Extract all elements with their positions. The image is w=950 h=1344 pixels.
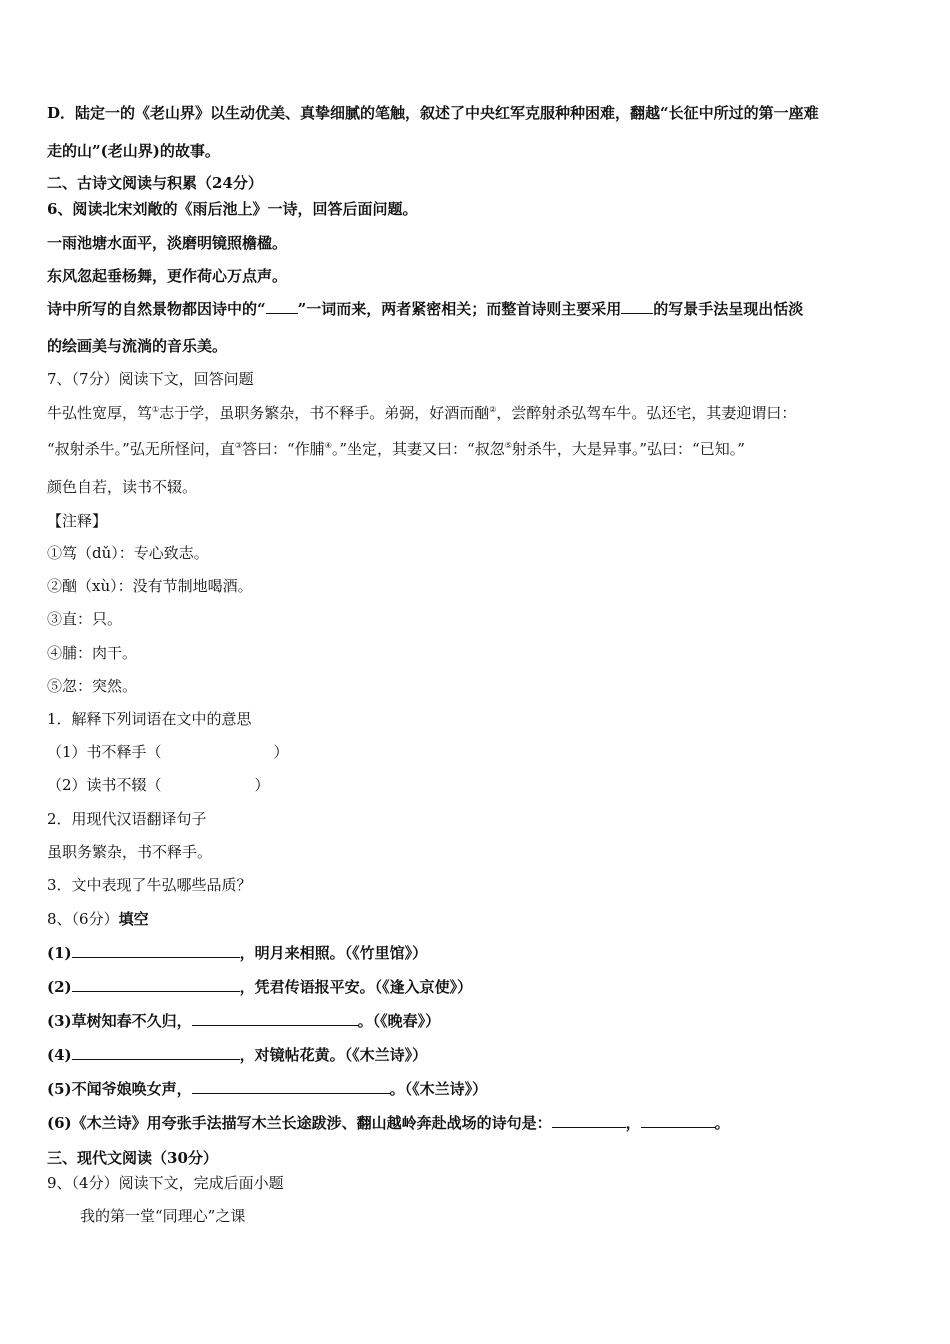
note-ref-1: ① — [152, 405, 160, 414]
q7-text-line3: 颜色自若，读书不辍。 — [47, 478, 198, 496]
q8-item-text: (5)不闻爷娘唤女声， — [47, 1080, 192, 1098]
note-5: ⑤忽：突然。 — [47, 677, 138, 695]
q8-item-5 — [47, 1079, 487, 1099]
q7-sub2-sentence: 虽职务繁杂，书不释手。 — [47, 843, 213, 861]
q7-text-seg: 。”坐定，其妻又曰：“叔忽 — [331, 440, 505, 458]
q7-sub2: 2．用现代汉语翻译句子 — [47, 810, 207, 828]
q7-text-seg: “叔射杀牛。”弘无所怪问，直 — [47, 440, 235, 458]
option-d-line1: D．陆定一的《老山界》以生动优美、真挚细腻的笔触，叙述了中央红军克服种种困难，翻越“长征中所过的第一座难 — [47, 104, 819, 122]
q8-item-6 — [47, 1113, 730, 1133]
q8-item-tail: 。（《晚春》） — [357, 1012, 441, 1030]
q7-sub1-item1-label: （1）书不释手（ — [47, 743, 162, 761]
q8-stem-label: 填空 — [118, 910, 149, 928]
note-1: ①笃（dǔ）：专心致志。 — [47, 544, 209, 562]
q7-stem: 7、（7分）阅读下文，回答问题 — [47, 370, 254, 388]
q8-item-3 — [47, 1011, 440, 1031]
q8-item-4 — [47, 1045, 427, 1065]
q7-text-seg: ，尝醉射杀弘驾车牛。弘还宅，其妻迎谓曰： — [496, 404, 797, 422]
q8-item-num: (2) — [47, 978, 72, 996]
note-2: ②酗（xù）：没有节制地喝酒。 — [47, 577, 253, 595]
close-paren: ） — [273, 743, 289, 761]
q7-text-seg: 射杀牛，大是异事。”弘曰：“已知。” — [511, 440, 745, 458]
q8-item-text: ，对镜帖花黄。（《木兰诗》） — [239, 1046, 428, 1064]
q6-task-part-b: ”一词而来，两者紧密相关；而整首诗则主要采用 — [297, 300, 622, 318]
q8-item-2 — [47, 977, 472, 997]
q8-item5-blank[interactable] — [192, 1079, 390, 1094]
q7-sub1: 1．解释下列词语在文中的意思 — [47, 710, 252, 728]
close-paren: ） — [254, 776, 270, 794]
q7-text-seg: 志于学，虽职务繁杂，书不释手。弟弼，好酒而酗 — [159, 404, 490, 422]
option-d-line2: 走的山”(老山界)的故事。 — [47, 142, 220, 160]
section-2-title: 二、古诗文阅读与积累（24分） — [47, 174, 263, 192]
q6-poem-line1: 一雨池塘水面平，淡磨明镜照檐楹。 — [47, 234, 288, 252]
q7-text-line1 — [47, 403, 796, 423]
q6-answer-blank-1[interactable] — [266, 299, 298, 314]
q7-sub1-item2 — [47, 775, 270, 795]
q6-stem: 6、阅读北宋刘敞的《雨后池上》一诗，回答后面问题。 — [47, 200, 418, 218]
q8-item-tail: 。（《木兰诗》） — [389, 1080, 488, 1098]
q6-answer-blank-2[interactable] — [621, 299, 653, 314]
q8-stem-score: 8、（6分） — [47, 910, 119, 928]
section-3-title: 三、现代文阅读（30分） — [47, 1149, 218, 1167]
note-ref-4: ④ — [324, 441, 332, 450]
q8-item4-blank[interactable] — [72, 1045, 240, 1060]
q7-sub1-item2-label: （2）读书不辍（ — [47, 776, 162, 794]
q8-item3-blank[interactable] — [192, 1011, 358, 1026]
q8-item-end: 。 — [714, 1114, 730, 1132]
q8-item-1 — [47, 943, 427, 963]
q8-item1-blank[interactable] — [72, 943, 240, 958]
article-title: 我的第一堂“同理心”之课 — [80, 1207, 246, 1225]
q6-poem-line2: 东风忽起垂杨舞，更作荷心万点声。 — [47, 267, 288, 285]
note-ref-3: ③ — [234, 441, 243, 450]
q8-item2-blank[interactable] — [72, 977, 240, 992]
q7-sub3: 3．文中表现了牛弘哪些品质？ — [47, 876, 252, 894]
q8-item-text: ，明月来相照。（《竹里馆》） — [239, 944, 428, 962]
q8-item-text: (6)《木兰诗》用夸张手法描写木兰长途跋涉、翻山越岭奔赴战场的诗句是： — [47, 1114, 552, 1132]
q7-text-seg: 答曰：“作脯 — [242, 440, 325, 458]
q8-item-sep: ， — [625, 1114, 641, 1132]
q6-task-part-a: 诗中所写的自然景物都因诗中的“ — [47, 300, 266, 318]
q8-item-num: (4) — [47, 1046, 72, 1064]
q8-stem — [47, 909, 149, 929]
q9-stem: 9、（4分）阅读下文，完成后面小题 — [47, 1174, 284, 1192]
notes-title: 【注释】 — [47, 512, 108, 530]
q8-item-text: ，凭君传语报平安。（《逢入京使》） — [239, 978, 473, 996]
q8-item-text: (3)草树知春不久归， — [47, 1012, 192, 1030]
q6-task-line2: 的绘画美与流淌的音乐美。 — [47, 337, 228, 355]
note-ref-2: ② — [489, 405, 497, 414]
note-3: ③直：只。 — [47, 610, 123, 628]
q7-text-seg: 牛弘性宽厚，笃 — [47, 404, 153, 422]
q7-text-line2 — [47, 439, 745, 459]
q6-task-part-c: 的写景手法呈现出恬淡 — [653, 300, 804, 318]
q6-task-line1 — [47, 299, 803, 319]
note-ref-5: ⑤ — [504, 441, 512, 450]
q8-item6-blank-2[interactable] — [641, 1113, 715, 1128]
q7-sub1-item1 — [47, 742, 289, 762]
q8-item6-blank-1[interactable] — [552, 1113, 626, 1128]
q8-item-num: (1) — [47, 944, 72, 962]
note-4: ④脯：肉干。 — [47, 644, 138, 662]
